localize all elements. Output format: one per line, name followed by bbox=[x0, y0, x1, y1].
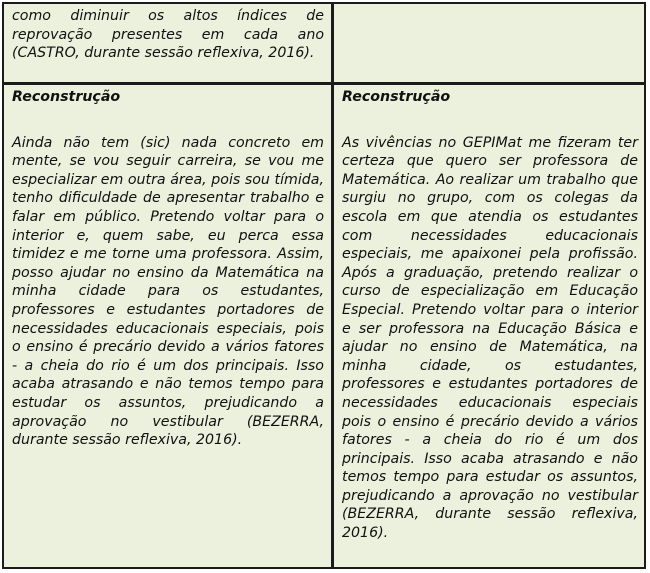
row-divider bbox=[4, 82, 644, 85]
reflection-table bbox=[2, 2, 646, 569]
top-right-cell bbox=[334, 4, 644, 82]
left-heading: Reconstrução bbox=[12, 89, 121, 105]
right-heading: Reconstrução bbox=[342, 89, 451, 105]
top-left-cell bbox=[4, 4, 331, 82]
bottom-right-cell bbox=[334, 85, 644, 567]
bottom-left-cell bbox=[4, 85, 331, 567]
right-reconstruction-text: As vivências no GEPIMat me fizeram ter certeza que quero ser professora de Matemática. Ao realizar um trabalho que surgiu no grupo, com os colegas da escola em que atendia os estudantes com necessidades educacionais especiais, me apaixonei pela profissão. Após a graduação, pretendo realizar o curso de especialização em Educação Especial. Pretendo voltar para o interior e ser professora na Educação Básica e ajudar no ensino de Matemática, na minha cidade, os estudantes, professores e estudantes portadores de necessidades educacionais especiais pois o ensino é precário devido a vários fatores - a cheia do rio é um dos principais. Isso acaba atrasando e não temos tempo para estudar os assuntos, prejudicando a aprovação no vestibular (BEZERRA, durante sessão reflexiva, 2016). bbox=[342, 134, 638, 542]
column-divider bbox=[331, 4, 334, 567]
left-reconstruction-text: Ainda não tem (sic) nada concreto em mente, se vou seguir carreira, se vou me especializar em outra área, pois sou tímida, tenho dificuldade de apresentar trabalho e falar em público. Pretendo voltar para o interior e, quem sabe, eu perca essa timidez e me torne uma professora. Assim, posso ajudar no ensino da Matemática na minha cidade para os estudantes, professores e estudantes portadores de necessidades educacionais especiais, pois o ensino é precário devido a vários fatores - a cheia do rio é um dos principais. Isso acaba atrasando e não temos tempo para estudar os assuntos, prejudicando a aprovação no vestibular (BEZERRA, durante sessão reflexiva, 2016). bbox=[12, 134, 324, 449]
top-left-text: como diminuir os altos índices de reprovação presentes em cada ano (CASTRO, durante sessão reflexiva, 2016). bbox=[12, 8, 324, 62]
